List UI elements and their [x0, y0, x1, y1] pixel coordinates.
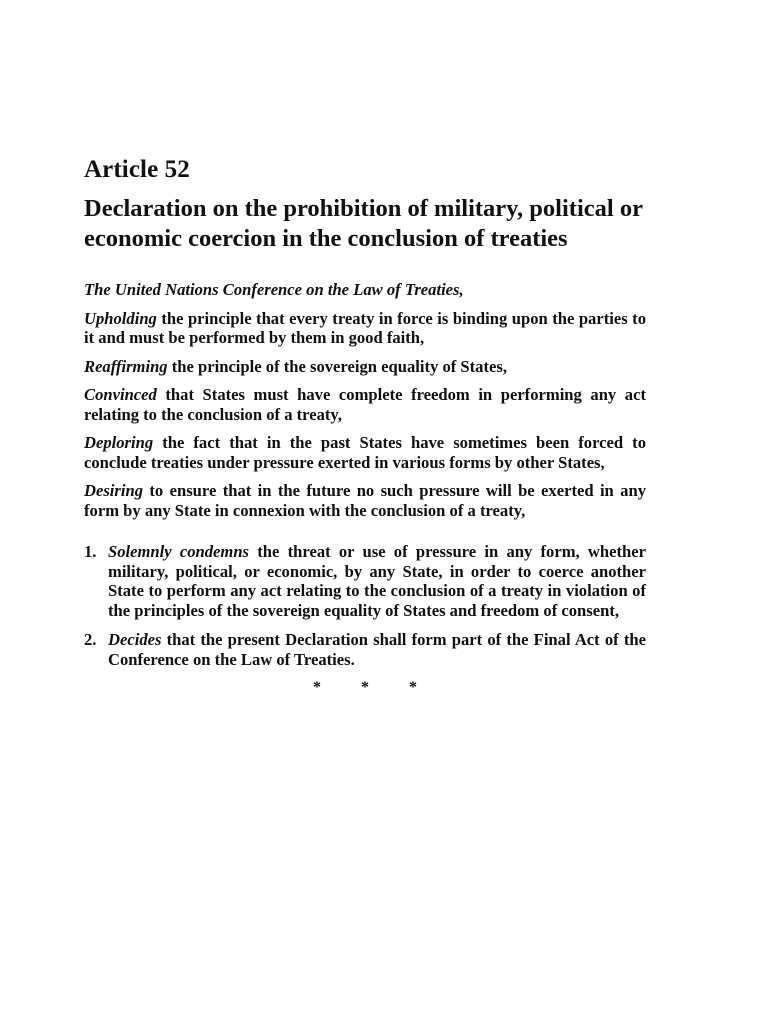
operative-lead: Decides: [108, 630, 162, 649]
operative-number: 1.: [84, 542, 97, 561]
preamble-text: to ensure that in the future no such pressure will be exerted in any form by any State in connexion with the conclusion of a treaty,: [84, 481, 646, 520]
preamble-paragraph-deploring: [84, 433, 646, 472]
operative-text: that the present Declaration shall form part of the Final Act of the Conference on the Law of Treaties.: [108, 630, 646, 669]
article-number: Article 52: [84, 156, 190, 183]
preamble-text: the principle of the sovereign equality of States,: [167, 356, 507, 376]
operative-item-1: [84, 542, 646, 620]
operative-list: [84, 542, 646, 669]
preamble-paragraph-desiring: [84, 481, 646, 520]
preamble-paragraph-convinced: [84, 385, 646, 424]
section-separator: * * *: [313, 679, 435, 696]
preamble-lead: Deploring: [84, 433, 154, 452]
preamble-paragraph-reaffirming: [84, 357, 646, 377]
preamble-lead: Reaffirming: [84, 356, 168, 376]
preamble-text: the fact that in the past States have sometimes been forced to conclude treaties under pressure exerted in various forms by other States,: [84, 433, 646, 472]
operative-item-2: [84, 630, 646, 669]
preamble-paragraph-upholding: [84, 309, 646, 348]
preamble-lead: Upholding: [84, 308, 157, 328]
document-page: [84, 154, 646, 697]
preamble-intro: The United Nations Conference on the Law of Treaties,: [84, 280, 464, 299]
operative-text: the threat or use of pressure in any form, whether military, political, or economic, by any State, in order to coerce another State to perform any act relating to the conclusion of a treaty in violation of the principles of the sovereign equality of States and freedom of consent,: [108, 542, 646, 620]
preamble-text: that States must have complete freedom in performing any act relating to the conclusion of a treaty,: [84, 385, 646, 424]
operative-number: 2.: [84, 630, 97, 649]
preamble-lead: Convinced: [84, 385, 157, 404]
preamble-lead: Desiring: [84, 481, 144, 500]
operative-lead: Solemnly condemns: [108, 542, 250, 561]
preamble-text: the principle that every treaty in force is binding upon the parties to it and must be performed by them in good faith,: [84, 308, 646, 347]
article-title: Declaration on the prohibition of military, political or economic coercion in the conclusion of treaties: [84, 195, 643, 252]
